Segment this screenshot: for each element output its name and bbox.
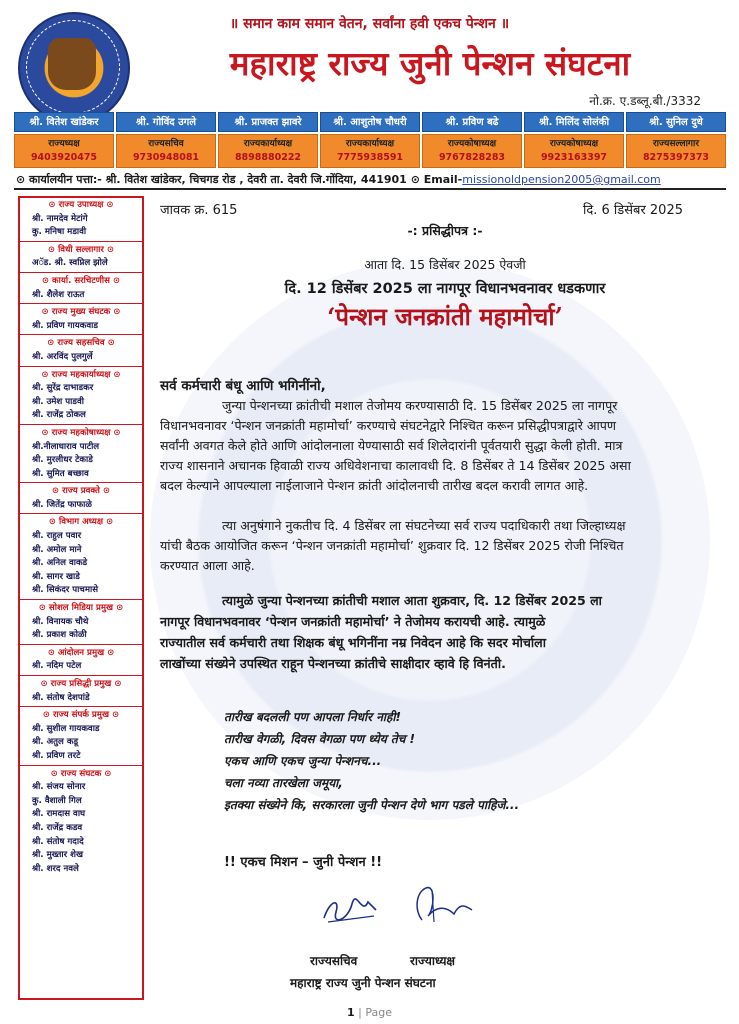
p1-line: राज्य शासनाने अचानक हिवाळी राज्य अधिवेशनाचा कालावधी दि. 8 डिसेंबर ते 14 डिसेंबर 2025 असा xyxy=(160,458,631,473)
sidebar-member-name: श्री. प्रविण तरटे xyxy=(32,750,81,761)
sidebar-member-name: कु. मनिषा मडावी xyxy=(32,227,87,238)
officer-name: श्री. मिलिंद सोलंकी xyxy=(524,112,624,132)
sidebar-divider xyxy=(20,482,142,483)
quote-line: चला नव्या तारखेला जमूया, xyxy=(224,776,343,790)
sidebar-divider xyxy=(20,241,142,242)
officer-role: राज्यसचिव xyxy=(148,139,184,149)
sidebar-section-heading: ⊙ विधी सल्लागार ⊙ xyxy=(20,243,142,258)
sidebar-member-name: श्री. नामदेव मेटांगे xyxy=(32,213,88,224)
officer-phone: 8898880222 xyxy=(234,152,302,163)
president-role: राज्याध्यक्ष xyxy=(410,954,456,968)
officer-phone: 8275397373 xyxy=(642,152,710,163)
sidebar-section-heading: ⊙ राज्य उपाध्यक्ष ⊙ xyxy=(20,198,142,213)
sidebar-divider xyxy=(20,706,142,707)
sidebar-divider xyxy=(20,366,142,367)
sidebar-section-heading: ⊙ विभाग अध्यक्ष ⊙ xyxy=(20,515,142,530)
p3-line: त्यामुळे जुन्या पेन्शनच्या क्रांतीची मशाल आता शुक्रवार, दि. 12 डिसेंबर 2025 ला xyxy=(222,593,602,608)
sidebar-section-heading: ⊙ राज्य प्रसिद्धी प्रमुख ⊙ xyxy=(20,677,142,692)
sidebar-member-name: श्री. जितेंद्र फाफाळे xyxy=(32,499,92,510)
officer-role: राज्यकोषाध्यक्ष xyxy=(549,139,599,149)
document-type: -: प्रसिद्धीपत्र :- xyxy=(407,223,483,238)
officer-role-cell xyxy=(626,134,726,168)
paragraph-2 xyxy=(160,516,716,576)
sidebar-member-name: श्री. नदिम पटेल xyxy=(32,661,82,672)
address-text: ⊙ कार्यालयीन पत्ता:- श्री. वितेश खांडेकर, चिचगड रोड , देवरी ता. देवरी जि.गोंदिया, 441901 xyxy=(16,173,407,186)
sidebar-divider xyxy=(20,644,142,645)
president-signature xyxy=(408,880,478,930)
p2-line: यांची बैठक आयोजित करून ‘पेन्शन जनक्रांती महामोर्चा’ शुक्रवार दि. 12 डिसेंबर 2025 रोजी निश्चित xyxy=(160,538,624,553)
sidebar-divider xyxy=(20,303,142,304)
office-address xyxy=(16,172,728,187)
officer-name: श्री. सुनिल दुधे xyxy=(626,112,726,132)
officer-phone: 9403920475 xyxy=(30,152,98,163)
officer-role-cell xyxy=(524,134,624,168)
officer-name-bar xyxy=(14,112,726,132)
email-label: ⊙ Email- xyxy=(410,173,463,186)
sidebar-section-heading: ⊙ राज्य महकार्याध्यक्ष ⊙ xyxy=(20,368,142,383)
officer-name: श्री. आशुतोष चौधरी xyxy=(320,112,420,132)
sidebar-member-name: श्री. संतोष देशपांडे xyxy=(32,692,90,703)
sidebar-member-name: श्री. उमेश पाडवी xyxy=(32,396,84,407)
sidebar-member-name: श्री.नीलाधाराव पाटील xyxy=(32,441,100,452)
email-link[interactable]: missionoldpension2005@gmail.com xyxy=(462,173,661,186)
sidebar-section-heading: ⊙ राज्य प्रवक्ते ⊙ xyxy=(20,484,142,499)
p3-line: नागपूर विधानभवनावर ‘पेन्शन जनक्रांती महामोर्चा’ ने तेजोमय करायची आहे. त्यामुळे xyxy=(160,614,546,629)
header-divider xyxy=(14,188,726,190)
sidebar-member-name: श्री. प्रकाश कोळी xyxy=(32,630,87,641)
page-number: 1 xyxy=(347,1006,355,1019)
p2-line: करण्यात आला आहे. xyxy=(160,558,255,573)
page-footer xyxy=(0,1006,739,1019)
quote-line: इतक्या संख्येने कि, सरकारला जुनी पेन्शन देणे भाग पडले पाहिजे... xyxy=(224,798,520,812)
sidebar-member-name: श्री. संतोष गदादे xyxy=(32,836,84,847)
sidebar-member-name: श्री. राहुल पवार xyxy=(32,531,82,542)
p1-line: विधानभवनावर ‘पेन्शन जनक्रांती महामोर्चा’ करण्याचे संघटनेद्वारे निश्चित करून प्रसिद्धीपत्राद्वारे आपण xyxy=(160,418,616,433)
officer-role: राज्यध्यक्ष xyxy=(48,139,80,149)
slogan: ॥ समान काम समान वेतन, सर्वांना हवी एकच पेन्शन ॥ xyxy=(229,16,510,32)
quote-line: तारीख वेगळी, दिवस वेगळा पण ध्येय तेच ! xyxy=(224,732,416,746)
officer-name: श्री. वितेश खांडेकर xyxy=(14,112,114,132)
quote-line: तारीख बदलली पण आपला निर्धार नाही! xyxy=(224,710,401,724)
officer-role: राज्यकार्याध्यक्ष xyxy=(345,139,395,149)
sidebar-divider xyxy=(20,272,142,273)
officer-phone: 9923163397 xyxy=(540,152,608,163)
officer-role-bar xyxy=(14,134,726,168)
sidebar-divider xyxy=(20,513,142,514)
event-line: दि. 12 डिसेंबर 2025 ला नागपूर विधानभवनावर धडकणार xyxy=(284,281,606,297)
officer-role: राज्यकार्याध्यक्ष xyxy=(243,139,293,149)
sidebar-member-name: श्री. विनायक चौथे xyxy=(32,616,89,627)
fist-icon xyxy=(48,38,96,90)
sidebar-divider xyxy=(20,765,142,766)
sidebar-divider xyxy=(20,334,142,335)
sidebar-divider xyxy=(20,424,142,425)
sidebar-member-name: श्री. सागर खाडे xyxy=(32,571,80,582)
paragraph-1 xyxy=(160,396,716,496)
paragraph-3 xyxy=(160,590,716,674)
officer-role-cell xyxy=(218,134,318,168)
p3-line: लाखोंच्या संख्येने उपस्थित राहून पेन्शनच्या क्रांतीचे साक्षीदार व्हावे हि विनंती. xyxy=(160,656,506,671)
sidebar-member-name: श्री. सिकंदर पाचमासे xyxy=(32,585,99,596)
letter-date: दि. 6 डिसेंबर 2025 xyxy=(582,203,683,218)
secretary-role: राज्यसचिव xyxy=(310,954,358,968)
p1-line: सर्वांनी अवगत केले होते आणि आंदोलनाला येण्यासाठी सर्व शिलेदारांनी पूर्वतयारी सुद्धा केली होती. मात्र xyxy=(160,438,623,453)
slogan-quotes xyxy=(224,706,519,816)
sidebar-member-name: श्री. अतुल कडू xyxy=(32,737,79,748)
reference-number: जावक क्र. 615 xyxy=(160,203,238,218)
p3-line: राज्यातील सर्व कर्मचारी तथा शिक्षक बंधू भगिनींना नम्र निवेदन आहे कि सदर मोर्चाला xyxy=(160,635,546,650)
sidebar-section-heading: ⊙ राज्य मुख्य संघटक ⊙ xyxy=(20,305,142,320)
event-title: ‘पेन्शन जनक्रांती महामोर्चा’ xyxy=(327,302,563,331)
sidebar-member-name: श्री. राजेंद्र कडव xyxy=(32,822,83,833)
sidebar-member-name: श्री. शरद नवले xyxy=(32,863,79,874)
sidebar-member-name: श्री. शैलेश राऊत xyxy=(32,289,85,300)
date-change-line: आता दि. 15 डिसेंबर 2025 ऐवजी xyxy=(364,257,526,272)
p1-line: जुन्या पेन्शनच्या क्रांतीची मशाल तेजोमय करण्यासाठी दि. 15 डिसेंबर 2025 ला नागपूर xyxy=(222,398,618,413)
officer-role: राज्यकोषाध्यक्ष xyxy=(447,139,497,149)
sidebar-member-name: श्री. सुशील गायकवाड xyxy=(32,723,100,734)
sidebar-divider xyxy=(20,599,142,600)
officer-role-cell xyxy=(14,134,114,168)
sidebar-member-name: श्री. अमोल माने xyxy=(32,544,82,555)
p2-line: त्या अनुषंगाने नुकतीच दि. 4 डिसेंबर ला संघटनेच्या सर्व राज्य पदाधिकारी तथा जिल्हाध्यक्ष xyxy=(222,518,626,533)
sidebar-section-heading: ⊙ आंदोलन प्रमुख ⊙ xyxy=(20,646,142,661)
sidebar-member-name: श्री. सुरेंद्र दाभाडकर xyxy=(32,383,94,394)
officer-phone: 9767828283 xyxy=(438,152,506,163)
sidebar-section-heading: ⊙ सोशल मिडिया प्रमुख ⊙ xyxy=(20,601,142,616)
sidebar-member-name: श्री. मुख्तार शेख xyxy=(32,850,84,861)
page-label: | Page xyxy=(358,1006,392,1019)
officer-role: राज्यसल्लागार xyxy=(652,139,700,149)
office-bearers-sidebar xyxy=(18,196,144,1000)
officer-name: श्री. गोविंद उगले xyxy=(116,112,216,132)
sidebar-member-name: श्री. अरविंद पुलगुर्ले xyxy=(32,351,93,362)
sidebar-member-name: श्री. अनिल वाकडे xyxy=(32,558,88,569)
secretary-signature xyxy=(318,890,382,930)
officer-phone: 7775938591 xyxy=(336,152,404,163)
sidebar-section-heading: ⊙ राज्य संघटक ⊙ xyxy=(20,767,142,782)
sidebar-member-name: श्री. सुमित बच्छाव xyxy=(32,468,89,479)
sidebar-section-heading: ⊙ राज्य संपर्क प्रमुख ⊙ xyxy=(20,708,142,723)
sidebar-member-name: श्री. मुरलीधर टेकाडे xyxy=(32,455,93,466)
officer-name: श्री. प्रविण बढे xyxy=(422,112,522,132)
sidebar-section-heading: ⊙ राज्य सहसचिव ⊙ xyxy=(20,336,142,351)
p1-line: बदल केल्याने आपल्याला नाईलाजाने पेन्शन क्रांती आंदोलनाची तारीख बदल करावी लागत आहे. xyxy=(160,478,589,493)
sidebar-section-heading: ⊙ कार्या. सरचिटणीस ⊙ xyxy=(20,274,142,289)
sidebar-member-name: अॅड. श्री. स्वप्निल झोले xyxy=(32,258,108,269)
registration-number: नो.क्र. ए.डब्लू.बी./3332 xyxy=(589,94,701,108)
officer-name: श्री. प्राजक्त झावरे xyxy=(218,112,318,132)
org-title: महाराष्ट्र राज्य जुनी पेन्शन संघटना xyxy=(229,44,631,83)
officer-role-cell xyxy=(116,134,216,168)
officer-role-cell xyxy=(422,134,522,168)
officer-role-cell xyxy=(320,134,420,168)
sidebar-member-name: श्री. प्रविण गायकवाड xyxy=(32,320,98,331)
sidebar-divider xyxy=(20,675,142,676)
sidebar-member-name: कु. वैशाली गिल xyxy=(32,795,82,806)
salutation: सर्व कर्मचारी बंधू आणि भगिनींनो, xyxy=(160,378,326,394)
sidebar-member-name: श्री. रामदास वाघ xyxy=(32,809,86,820)
officer-phone: 9730948081 xyxy=(132,152,200,163)
mission-slogan: !! एकच मिशन – जुनी पेन्शन !! xyxy=(224,855,383,870)
sidebar-member-name: श्री. राजेंद्र ठोकल xyxy=(32,410,86,421)
sidebar-section-heading: ⊙ राज्य महकोषाध्यक्ष ⊙ xyxy=(20,426,142,441)
signatory-organization: महाराष्ट्र राज्य जुनी पेन्शन संघटना xyxy=(290,976,436,990)
quote-line: एकच आणि एकच जुन्या पेन्शनच... xyxy=(224,754,382,768)
sidebar-member-name: श्री. संजय सोनार xyxy=(32,782,86,793)
